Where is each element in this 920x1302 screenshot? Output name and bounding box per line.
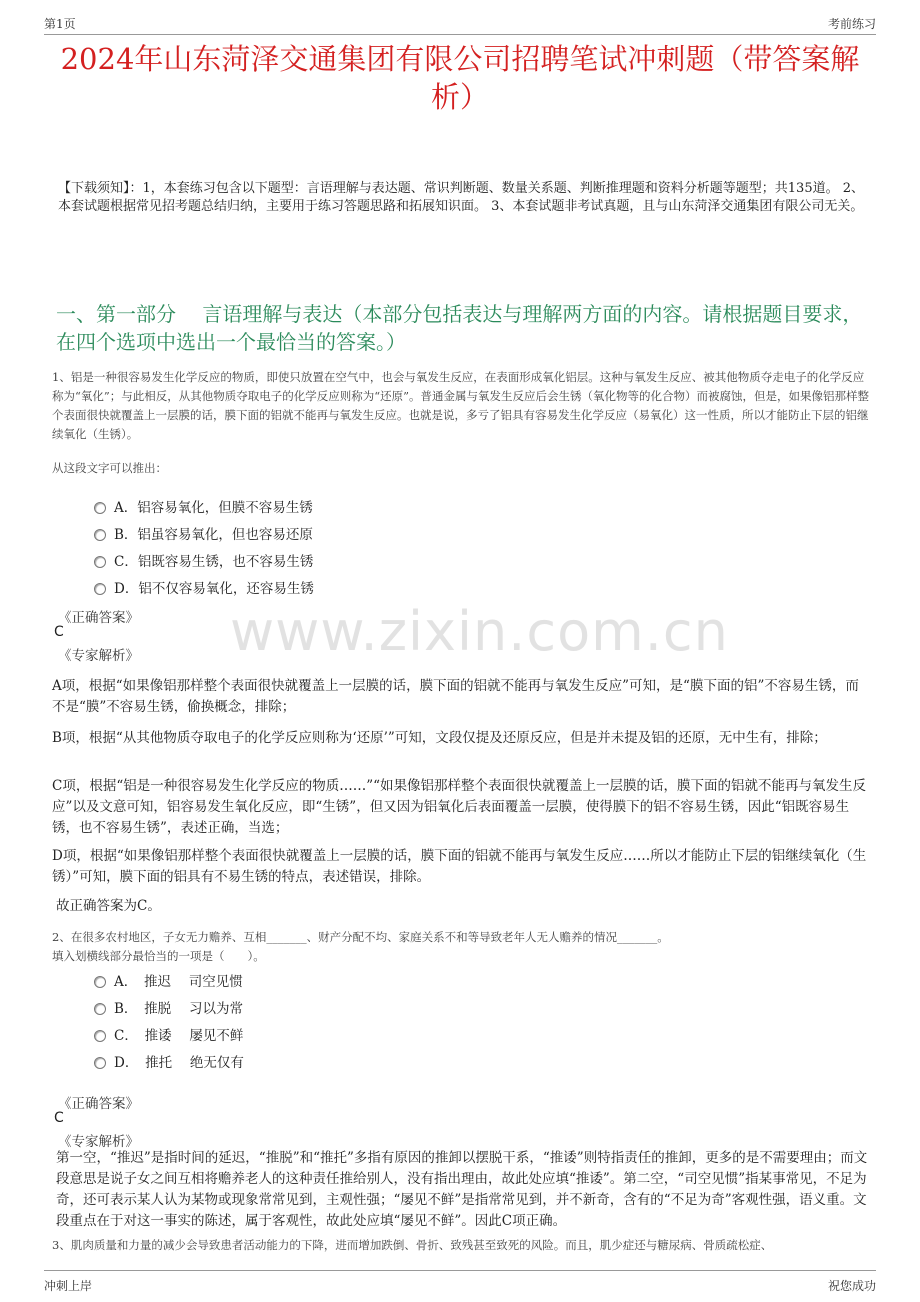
download-notice: 【下载须知】：1，本套练习包含以下题型：言语理解与表达题、常识判断题、数量关系题、判断推理题和资料分析题等题型；共135道。 2、本套试题根据常见招考题总结归纳，主要用于练习答题思路和拓展知识面。 3、本套试题非考试真题，且与山东菏泽交通集团有限公司无关。: [58, 181, 864, 214]
question-2-stem: 2、在很多农村地区，子女无力赡养、互相_______、财产分配不均、家庭关系不和等导致老年人无人赡养的情况_______。: [52, 930, 669, 944]
radio-icon[interactable]: [94, 556, 106, 568]
watermark: www.zixin.com.cn: [230, 600, 729, 663]
page-footer: [44, 1270, 876, 1295]
analysis-paragraph: 第一空，“推迟”是指时间的延迟，“推脱”和“推托”多指有原因的推卸以摆脱干系，“推诿”则特指责任的推卸，更多的是不需要理由；而文段意思是说子女之间互相将赡养老人的这种责任推给别人，没有指出理由，故此处应填“推诿”。第二空，“司空见惯”指某事常见，不足为奇，还可表示某人认为某物或现象常常见到，主观性强；“屡见不鲜”是指常常见到，并不新奇，含有的“不足为奇”客观性强，语义重。文段重点在于对这一事实的陈述，属于客观性，故此处应填“屡见不鲜”。因此C项正确。: [56, 1150, 868, 1229]
correct-answer: C: [54, 624, 64, 640]
analysis-paragraph-d: D项，根据“如果像铝那样整个表面很快就覆盖上一层膜的话，膜下面的铝就不能再与氧发生反应……所以才能防止下层的铝继续氧化（生锈）”可知，膜下面的铝具有不易生锈的特点，表述错误，排除。: [52, 848, 867, 885]
option-b[interactable]: [94, 993, 244, 1020]
correct-answer: C: [54, 1110, 64, 1126]
option-c[interactable]: [94, 546, 314, 573]
analysis-paragraph-b: B项，根据“从其他物质夺取电子的化学反应则称为‘还原’”可知，文段仅提及还原反应，但是并未提及铝的还原，无中生有，排除；: [52, 730, 827, 746]
question-3-stem: 3、肌肉质量和力量的减少会导致患者活动能力的下降，进而增加跌倒、骨折、致残甚至致死的风险。而且，肌少症还与糖尿病、骨质疏松症、: [52, 1238, 773, 1252]
footer-right: 祝您成功: [827, 1278, 876, 1293]
option-c[interactable]: [94, 1020, 244, 1047]
radio-icon[interactable]: [94, 1030, 106, 1042]
option-text: B． 推脱 习以为常: [114, 1000, 243, 1017]
option-text: C．铝既容易生锈，也不容易生锈: [114, 553, 314, 570]
header-tag: 考前练习: [827, 17, 876, 31]
option-d[interactable]: [94, 573, 314, 600]
option-text: D． 推托 绝无仅有: [114, 1054, 244, 1071]
section-title: 一、第一部分 言语理解与表达（本部分包括表达与理解两方面的内容。请根据题目要求，在四个选项中选出一个最恰当的答案。）: [56, 302, 863, 354]
radio-icon[interactable]: [94, 1057, 106, 1069]
option-text: A．铝容易氧化，但膜不容易生锈: [114, 499, 313, 516]
analysis-label: 《专家解析》: [58, 1134, 139, 1150]
footer-left: 冲刺上岸: [44, 1278, 93, 1293]
answer-label: 《正确答案》: [58, 610, 139, 626]
page-number: 第1页: [44, 17, 76, 31]
radio-icon[interactable]: [94, 502, 106, 514]
radio-icon[interactable]: [94, 976, 106, 988]
option-text: D．铝不仅容易氧化，还容易生锈: [114, 580, 314, 597]
document-title: 2024年山东菏泽交通集团有限公司招聘笔试冲刺题（带答案解析）: [60, 42, 860, 114]
option-b[interactable]: [94, 519, 314, 546]
question-1-prompt: 从这段文字可以推出：: [52, 461, 167, 475]
option-text: B．铝虽容易氧化，但也容易还原: [114, 526, 313, 543]
option-a[interactable]: [94, 492, 314, 519]
option-d[interactable]: [94, 1047, 244, 1074]
question-1-stem: 1、铝是一种很容易发生化学反应的物质，即使只放置在空气中，也会与氧发生反应，在表面形成氧化铝层。这种与氧发生反应、被其他物质夺走电子的化学反应称为“氧化”；与此相反，从其他物质夺取电子的化学反应则称为“还原”。普通金属与氧发生反应后会生锈（氧化物等的化合物）而被腐蚀，但是，如果像铝那样整个表面很快就覆盖上一层膜的话，膜下面的铝就不能再与氧发生反应。也就是说，多亏了铝具有容易发生化学反应（易氧化）这一性质，所以才能防止下层的铝继续氧化（生锈）。: [52, 370, 870, 441]
question-1-options: [94, 492, 314, 600]
analysis-paragraph-c: C项，根据“铝是一种很容易发生化学反应的物质……”“如果像铝那样整个表面很快就覆盖上一层膜的话，膜下面的铝就不能再与氧发生反应”以及文意可知，铝容易发生氧化反应，即“生锈”，但又因为铝氧化后表面覆盖一层膜，使得膜下的铝不容易生锈，因此“铝既容易生锈，也不容易生锈”，表述正确，当选；: [52, 778, 867, 836]
option-text: C． 推诿 屡见不鲜: [114, 1027, 244, 1044]
analysis-conclusion: 故正确答案为C。: [56, 898, 161, 914]
page-header: [44, 10, 876, 35]
question-2-options: [94, 966, 244, 1074]
radio-icon[interactable]: [94, 1003, 106, 1015]
answer-label: 《正确答案》: [58, 1096, 139, 1112]
analysis-paragraph-a: A项，根据“如果像铝那样整个表面很快就覆盖上一层膜的话，膜下面的铝就不能再与氧发生反应”可知，是“膜下面的铝”不容易生锈，而不是“膜”不容易生锈，偷换概念，排除；: [52, 678, 859, 715]
radio-icon[interactable]: [94, 583, 106, 595]
question-2-prompt: 填入划横线部分最恰当的一项是（ ）。: [52, 949, 265, 963]
radio-icon[interactable]: [94, 529, 106, 541]
analysis-label: 《专家解析》: [58, 648, 139, 664]
option-text: A． 推迟 司空见惯: [114, 973, 243, 990]
option-a[interactable]: [94, 966, 244, 993]
